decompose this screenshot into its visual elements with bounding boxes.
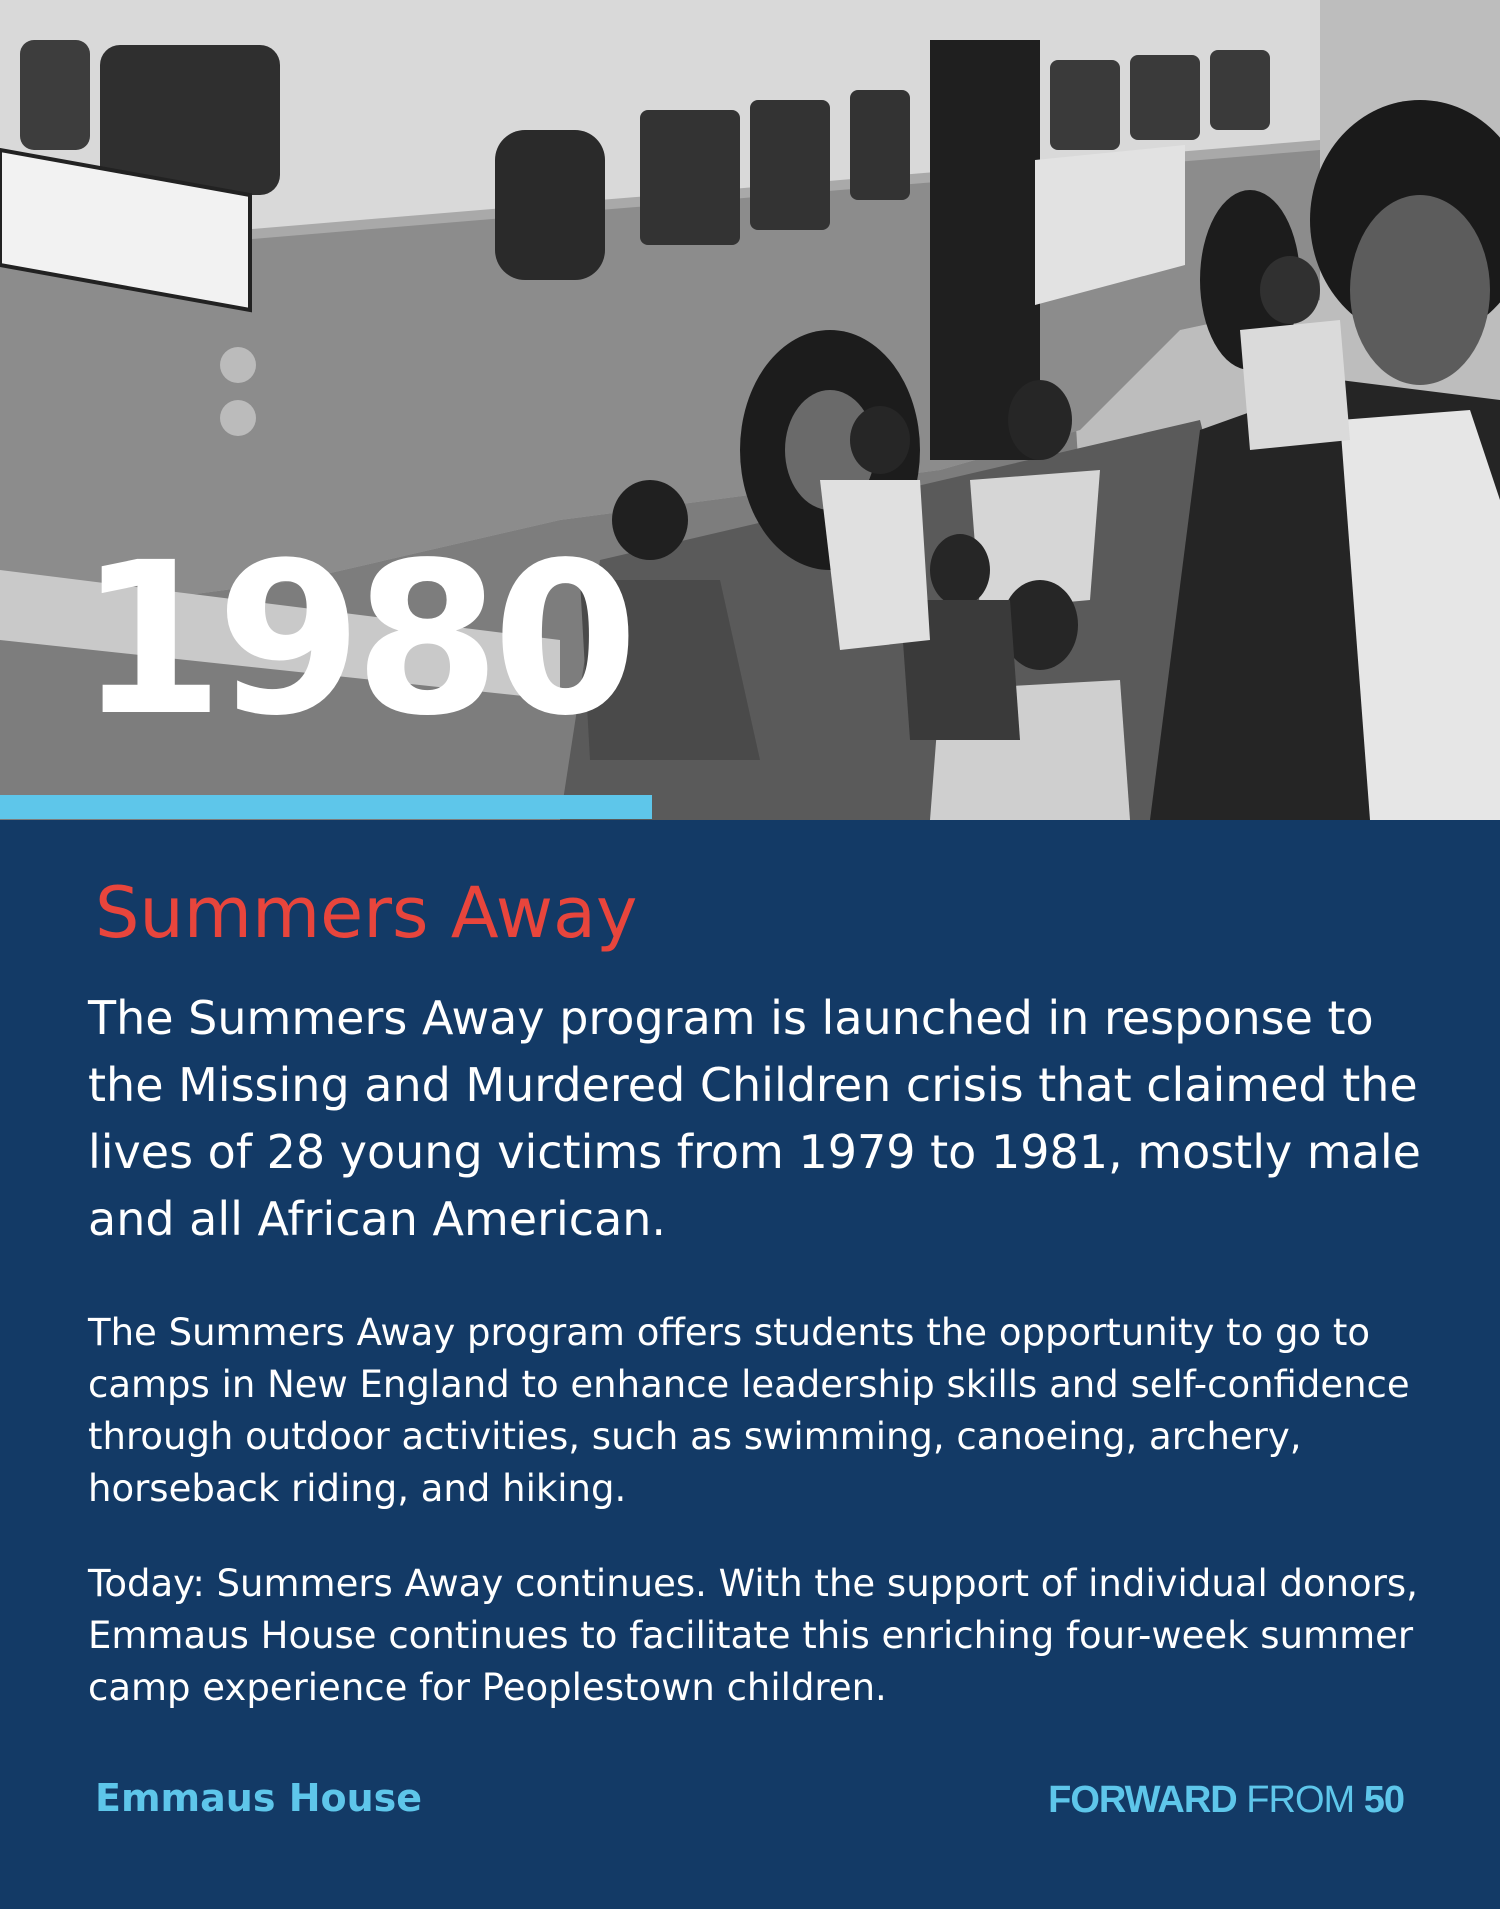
campaign-word-from: FROM [1236,1779,1364,1821]
program-description: The Summers Away program offers students the opportunity to go to camps in New England to enhance leadership skills and self-confidence through outdoor activities, such as swimming, canoeing, archery, horseback riding, and hiking. [88,1311,1410,1510]
accent-bar [0,795,652,819]
year-heading: 1980 [78,517,631,762]
campaign-logo [1048,1778,1404,1822]
hero-photo [0,0,1500,820]
campaign-word-forward: FORWARD [1048,1779,1237,1821]
today-paragraph: Today: Summers Away continues. With the support of individual donors, Emmaus House continues to facilitate this enriching four-week summer camp experience for Peoplestown children. [88,1562,1418,1709]
campaign-number: 50 [1363,1779,1404,1821]
section-title: Summers Away [95,872,638,954]
org-name: Emmaus House [95,1776,423,1820]
lead-paragraph: The Summers Away program is launched in response to the Missing and Murdered Children crisis that claimed the lives of 28 young victims from 1979 to 1981, mostly male and all African American. [88,991,1421,1246]
